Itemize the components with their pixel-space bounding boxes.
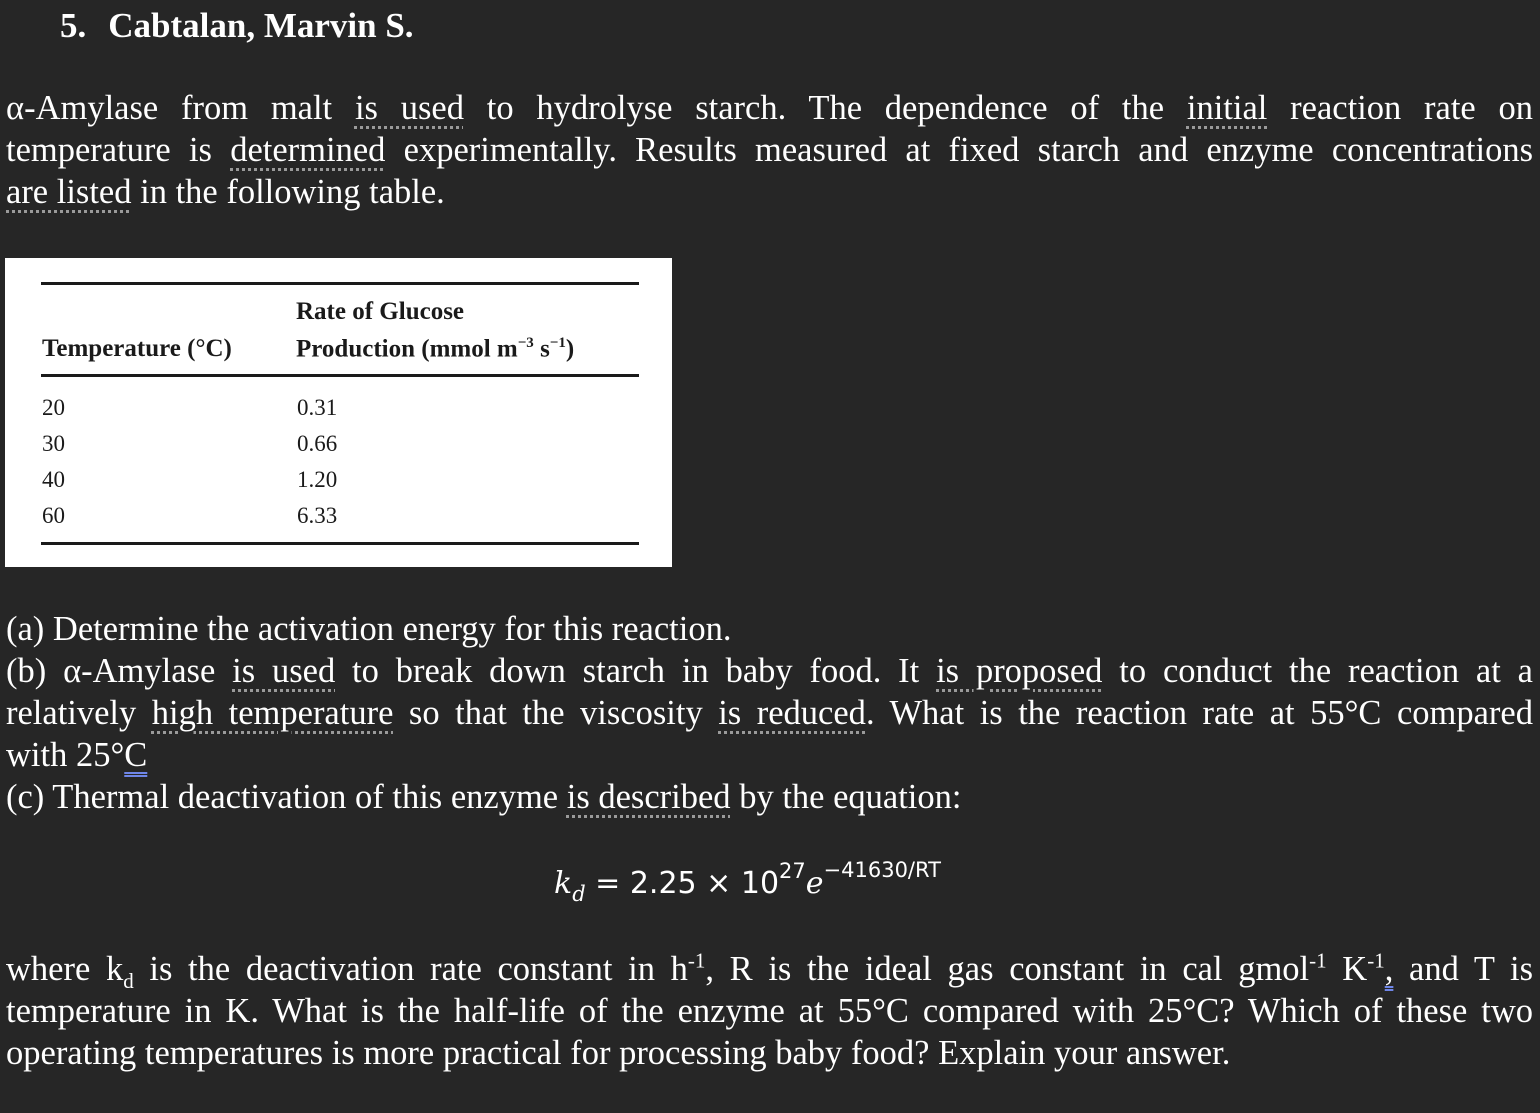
questions-block bbox=[6, 608, 1533, 818]
question-text: relatively bbox=[6, 694, 152, 732]
where-line-3: operating temperatures is more practical for processing baby food? Explain your answer. bbox=[6, 1034, 1231, 1072]
intro-text: to hydrolyse starch. The dependence of the bbox=[463, 89, 1187, 127]
intro-text: experimentally. Results measured at fixed starch and enzyme concentrations bbox=[385, 131, 1533, 169]
rate-cell: 1.20 bbox=[297, 467, 338, 492]
grammar-flag[interactable]: is described bbox=[566, 778, 731, 816]
temp-cell: 20 bbox=[42, 395, 65, 420]
question-text: with 25° bbox=[6, 736, 125, 774]
grammar-flag[interactable]: is proposed bbox=[936, 652, 1103, 690]
grammar-flag[interactable]: initial bbox=[1186, 89, 1268, 127]
rate-cell: 0.66 bbox=[297, 431, 338, 456]
problem-number: 5. bbox=[60, 6, 87, 45]
problem-heading bbox=[60, 4, 414, 48]
equation-power: 27 bbox=[779, 859, 806, 883]
temp-cell: 40 bbox=[42, 467, 65, 492]
where-subscript: d bbox=[123, 968, 134, 993]
where-line-1 bbox=[6, 948, 1534, 993]
where-superscript: -1 bbox=[1309, 948, 1327, 973]
question-b-line-2 bbox=[6, 692, 1533, 734]
rate-cell: 6.33 bbox=[297, 503, 338, 528]
intro-line-2 bbox=[6, 129, 1533, 171]
grammar-flag[interactable]: determined bbox=[230, 131, 386, 169]
where-superscript: -1 bbox=[1367, 948, 1385, 973]
question-c bbox=[6, 776, 1533, 818]
where-text: and T is bbox=[1393, 950, 1534, 988]
rate-header-line2 bbox=[296, 335, 574, 363]
grammar-flag[interactable]: is reduced bbox=[718, 694, 866, 732]
intro-text: temperature is bbox=[6, 131, 231, 169]
equation-subscript: d bbox=[572, 882, 586, 906]
data-table-image bbox=[5, 258, 672, 567]
where-text: is the deactivation rate constant in h bbox=[133, 950, 688, 988]
table-top-rule bbox=[41, 282, 639, 285]
intro-text: in the following table. bbox=[131, 173, 445, 211]
question-b-line-3 bbox=[6, 734, 1533, 776]
rate-header-text: s bbox=[533, 335, 550, 363]
temp-cell: 60 bbox=[42, 503, 65, 528]
table-header-rule bbox=[41, 374, 639, 377]
rate-header-exponent: −3 bbox=[517, 335, 534, 351]
question-text: so that the viscosity bbox=[393, 694, 719, 732]
equation-base: e bbox=[805, 866, 824, 901]
rate-header-line1: Rate of Glucose bbox=[296, 298, 465, 325]
where-line-2: temperature in K. What is the half-life of the enzyme at 55°C compared with 25°C? Which of these two bbox=[6, 992, 1533, 1030]
rate-header-text: Production (mmol m bbox=[296, 335, 518, 363]
spelling-flag[interactable]: C bbox=[124, 736, 148, 774]
intro-line-1 bbox=[6, 87, 1533, 129]
question-text: (c) Thermal deactivation of this enzyme bbox=[6, 778, 567, 816]
where-superscript: -1 bbox=[687, 948, 706, 973]
rate-header-text: ) bbox=[565, 335, 575, 363]
where-text: , R is the ideal gas constant in cal gmol bbox=[705, 950, 1310, 988]
question-text: to conduct the reaction at a bbox=[1102, 652, 1533, 690]
question-text: (b) α-Amylase bbox=[6, 652, 233, 690]
intro-line-3 bbox=[6, 171, 1533, 213]
where-text: where k bbox=[6, 950, 124, 988]
temp-cell: 30 bbox=[42, 431, 65, 456]
temperature-header: Temperature (°C) bbox=[42, 335, 232, 362]
table-bottom-rule bbox=[41, 542, 639, 545]
intro-text: α-Amylase from malt bbox=[6, 89, 355, 127]
question-a: (a) Determine the activation energy for this reaction. bbox=[6, 610, 732, 648]
rate-header-exponent: −1 bbox=[549, 335, 566, 351]
rate-cell: 0.31 bbox=[297, 395, 338, 420]
intro-paragraph bbox=[6, 87, 1533, 213]
equation-exponent: −41630/RT bbox=[823, 858, 941, 882]
question-text: to break down starch in baby food. It bbox=[335, 652, 937, 690]
deactivation-equation bbox=[554, 858, 941, 906]
question-text: by the equation: bbox=[730, 778, 962, 816]
spelling-flag[interactable]: , bbox=[1384, 950, 1394, 988]
grammar-flag[interactable]: is used bbox=[232, 652, 336, 690]
grammar-flag[interactable]: high temperature bbox=[151, 694, 394, 732]
equation-coefficient: = 2.25 × 10 bbox=[585, 866, 780, 901]
where-text: K bbox=[1326, 950, 1368, 988]
grammar-flag[interactable]: is used bbox=[354, 89, 464, 127]
question-b-line-1 bbox=[6, 650, 1533, 692]
equation-kd: k bbox=[554, 866, 573, 901]
question-text: . What is the reaction rate at 55°C compared bbox=[865, 694, 1533, 732]
student-name: Cabtalan, Marvin S. bbox=[108, 6, 414, 45]
intro-text: reaction rate on bbox=[1267, 89, 1534, 127]
where-paragraph bbox=[6, 948, 1533, 1074]
grammar-flag[interactable]: are listed bbox=[6, 173, 132, 211]
